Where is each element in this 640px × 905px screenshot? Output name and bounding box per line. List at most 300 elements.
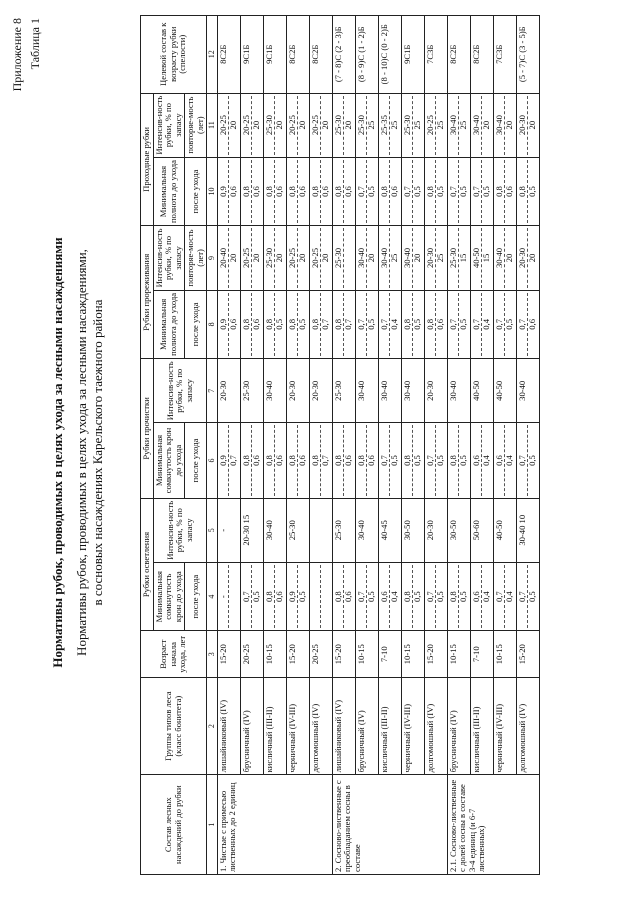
- prohod-intensity-value: 20: [297, 120, 307, 130]
- prored-density: [424, 290, 447, 359]
- prored-density-value: 0,7: [449, 293, 460, 357]
- osv-closeness-value: 0,5: [435, 591, 445, 603]
- proch-closeness-value: 0,5: [412, 455, 422, 466]
- osv-closeness-value: 0,5: [297, 591, 307, 603]
- proch-closeness: [355, 423, 378, 498]
- prored-density-value: 0,6: [435, 319, 445, 330]
- proch-intensity: 20-30: [286, 359, 309, 423]
- prored-intensity-value: 20: [527, 253, 537, 263]
- proch-closeness: [401, 423, 424, 498]
- proch-closeness: [332, 423, 355, 498]
- prohod-intensity-value: 20: [481, 120, 491, 130]
- column-number: 7: [207, 359, 218, 423]
- header-composition: Состав лесных насаждений до рубки: [141, 775, 207, 875]
- prored-density-value: 0,5: [458, 319, 468, 330]
- proch-closeness-value: 0,6: [472, 425, 483, 495]
- proch-intensity: 25-30: [332, 359, 355, 423]
- proch-closeness-value: 0,8: [265, 425, 276, 495]
- start-age: 15-20: [332, 631, 355, 677]
- osv-intensity: 30-50: [447, 498, 470, 562]
- osv-closeness: [378, 562, 401, 631]
- prored-density: [378, 290, 401, 359]
- forest-type: черничный (IV-III): [286, 677, 309, 774]
- prored-density-value: 0,4: [389, 319, 399, 330]
- prored-density: [493, 290, 516, 359]
- start-age: 15-20: [424, 631, 447, 677]
- column-number: 5: [207, 498, 218, 562]
- proch-closeness: [516, 423, 539, 498]
- osv-intensity: 30-50: [401, 498, 424, 562]
- forest-type: брусничный (IV): [447, 677, 470, 774]
- table-row: [470, 16, 493, 875]
- prored-intensity-value: 20-40: [219, 228, 230, 287]
- osv-closeness-value: [321, 565, 331, 629]
- prored-density-value: 0,7: [518, 293, 529, 357]
- prohod-intensity-value: 20-25: [242, 96, 253, 155]
- prohod-intensity-value: 25-30: [403, 96, 414, 155]
- osv-intensity: -: [217, 498, 240, 562]
- column-number: 1: [207, 775, 218, 875]
- proch-closeness-value: 0,7: [228, 455, 238, 466]
- prohod-intensity-value: 20: [320, 120, 330, 130]
- prohod-density-value: 0,8: [426, 160, 437, 224]
- table-row: [240, 16, 263, 875]
- proch-closeness-value: 0,8: [449, 425, 460, 495]
- target-composition: 9С1Б: [263, 16, 286, 94]
- table-row: [217, 16, 240, 875]
- prohod-density-value: 0,8: [518, 160, 529, 224]
- group-name: 2. Сосново-лиственные с преобладанием сосны в составе: [332, 775, 447, 875]
- prored-density: [447, 290, 470, 359]
- osv-intensity: 50-60: [470, 498, 493, 562]
- prohod-intensity-value: 20: [251, 120, 261, 130]
- start-age: 7-10: [378, 631, 401, 677]
- prored-density-value: 0,5: [504, 319, 514, 330]
- prored-density-value: 0,5: [366, 319, 376, 330]
- prohod-density: [447, 157, 470, 226]
- prored-density-value: 0,9: [219, 293, 230, 357]
- proch-closeness-value: 0,5: [458, 455, 468, 466]
- prohod-density-value: 0,7: [449, 160, 460, 224]
- prored-density: [240, 290, 263, 359]
- prored-density-value: 0,4: [481, 319, 491, 330]
- prored-intensity-value: 15: [458, 253, 468, 263]
- prored-density-value: 0,7: [380, 293, 391, 357]
- proch-closeness-value: 0,6: [343, 455, 353, 466]
- proch-closeness-value: 0,4: [504, 455, 514, 466]
- prohod-density-value: 0,9: [219, 160, 230, 224]
- proch-closeness-value: 0,7: [426, 425, 437, 495]
- header-start-age: Возраст начала ухода, лет: [141, 631, 207, 677]
- sub-title-line: в сосновых насаждениях Карельского таежного района: [90, 299, 105, 606]
- target-composition: 7С3Б: [424, 16, 447, 94]
- prored-density-value: 0,8: [403, 293, 414, 357]
- prored-intensity-value: 20-30: [426, 228, 437, 287]
- prohod-intensity-value: 20: [228, 120, 238, 130]
- prored-intensity-value: 20: [412, 253, 422, 263]
- column-number: 4: [207, 562, 218, 631]
- prohod-intensity: [447, 93, 470, 157]
- prohod-intensity-value: 25: [435, 120, 445, 130]
- header-prochistka: Рубки прочистки: [141, 359, 154, 498]
- prored-intensity-value: 25-30: [449, 228, 460, 287]
- osv-intensity: 30-40: [263, 498, 286, 562]
- osv-closeness: [309, 562, 332, 631]
- osv-closeness-value: 0,4: [504, 591, 514, 603]
- prohod-intensity-value: 20: [504, 120, 514, 130]
- prohod-intensity: [401, 93, 424, 157]
- header-repeat: повторяе-мость (лет): [185, 226, 207, 290]
- prored-density-value: 0,8: [334, 293, 345, 357]
- proch-closeness: [447, 423, 470, 498]
- proch-intensity: 25-30: [240, 359, 263, 423]
- start-age: 15-20: [217, 631, 240, 677]
- start-age: 10-15: [447, 631, 470, 677]
- prohod-density-value: 0,7: [357, 160, 368, 224]
- osv-closeness-value: 0,9: [288, 565, 299, 629]
- header-prorezhivanie: Рубки прореживания: [141, 226, 154, 359]
- prored-intensity: [332, 226, 355, 290]
- prohod-density: [378, 157, 401, 226]
- osv-closeness: [424, 562, 447, 631]
- prohod-density-value: 0,6: [504, 186, 514, 197]
- osv-intensity: 20-30 15: [240, 498, 263, 562]
- prohod-intensity: [493, 93, 516, 157]
- prored-intensity: [447, 226, 470, 290]
- forest-type: долгомошный (IV): [424, 677, 447, 774]
- proch-closeness-value: 0,5: [389, 455, 399, 466]
- start-age: 10-15: [355, 631, 378, 677]
- prohod-intensity-value: 25: [458, 120, 468, 130]
- target-composition: 9С1Б: [401, 16, 424, 94]
- proch-intensity: 30-40: [516, 359, 539, 423]
- prored-density-value: 0,8: [288, 293, 299, 357]
- column-number: 2: [207, 677, 218, 774]
- prohod-intensity-value: 20-25: [311, 96, 322, 155]
- proch-intensity: 30-40: [355, 359, 378, 423]
- header-intensity: Интенсив-ность рубки, % по запасу: [153, 226, 185, 290]
- proch-closeness-value: 0,5: [527, 455, 537, 466]
- prohod-intensity: [355, 93, 378, 157]
- prored-density: [355, 290, 378, 359]
- prored-intensity: [493, 226, 516, 290]
- table-row: [378, 16, 401, 875]
- prored-intensity-value: 30-40: [403, 228, 414, 287]
- proch-closeness-value: 0,8: [357, 425, 368, 495]
- osv-closeness-value: 0,8: [403, 565, 414, 629]
- prohod-intensity-value: 20: [527, 120, 537, 130]
- forest-type: кисличный (III-II): [378, 677, 401, 774]
- osv-closeness-value: 0,5: [366, 591, 376, 603]
- prohod-density-value: 0,6: [389, 186, 399, 197]
- proch-closeness-value: 0,8: [403, 425, 414, 495]
- header-min-closeness: Минимальная сомкнутость крон до ухода: [153, 562, 185, 631]
- proch-closeness-value: 0,8: [334, 425, 345, 495]
- prohod-density-value: 0,5: [435, 186, 445, 197]
- prohod-density: [470, 157, 493, 226]
- table-row: [447, 16, 470, 875]
- prored-intensity-value: 20-25: [242, 228, 253, 287]
- prored-intensity-value: 30-40: [357, 228, 368, 287]
- header-osvetlenie: Рубки осветления: [141, 498, 154, 631]
- column-number: 3: [207, 631, 218, 677]
- start-age: 20-25: [240, 631, 263, 677]
- start-age: 15-20: [286, 631, 309, 677]
- prohod-intensity-value: 30-40: [449, 96, 460, 155]
- osv-closeness-value: 0,6: [274, 591, 284, 603]
- prohod-intensity-value: 25-35: [380, 96, 391, 155]
- appendix-label: Приложение 8: [10, 18, 24, 92]
- prohod-density-value: 0,8: [495, 160, 506, 224]
- osv-intensity: 40-45: [378, 498, 401, 562]
- osv-closeness: [516, 562, 539, 631]
- prohod-intensity-value: 25: [389, 120, 399, 130]
- prohod-density: [493, 157, 516, 226]
- header-forest-type: Группы типов леса (класс бонитета): [141, 677, 207, 774]
- prored-intensity: [424, 226, 447, 290]
- target-composition: (7 - 8)С (2 - 3)Б: [332, 16, 355, 94]
- prohod-density-value: 0,8: [288, 160, 299, 224]
- prored-intensity-value: 20-25: [288, 228, 299, 287]
- osv-closeness: [332, 562, 355, 631]
- start-age: 10-15: [493, 631, 516, 677]
- column-number: 6: [207, 423, 218, 498]
- prored-density: [217, 290, 240, 359]
- prohod-intensity-value: 20-25: [288, 96, 299, 155]
- osv-closeness-value: 0,8: [265, 565, 276, 629]
- prohod-density-value: 0,6: [274, 186, 284, 197]
- header-after: после ухода: [185, 290, 207, 359]
- osv-intensity: 25-30: [286, 498, 309, 562]
- prohod-intensity-value: 20: [274, 120, 284, 130]
- table-label: Таблица 1: [28, 18, 42, 70]
- prohod-density-value: 0,6: [251, 186, 261, 197]
- proch-closeness: [263, 423, 286, 498]
- target-composition: (8 - 9)С (1 - 2)Б: [355, 16, 378, 94]
- sub-title-line: Нормативы рубок, проводимых в целях ухода за лесными насаждениями,: [74, 249, 89, 656]
- prored-density: [401, 290, 424, 359]
- target-composition: 8С2Б: [217, 16, 240, 94]
- prohod-density-value: 0,6: [343, 186, 353, 197]
- proch-closeness: [470, 423, 493, 498]
- prohod-intensity: [286, 93, 309, 157]
- prohod-density: [217, 157, 240, 226]
- table-row: [355, 16, 378, 875]
- proch-closeness: [493, 423, 516, 498]
- header-min-density: Минимальная полнота до ухода: [153, 157, 185, 226]
- prohod-intensity: [240, 93, 263, 157]
- proch-intensity: 20-30: [217, 359, 240, 423]
- proch-closeness-value: 0,6: [495, 425, 506, 495]
- header-min-density: Минимальная полнота до ухода: [153, 290, 185, 359]
- group-name: 2.1. Сосново-лиственные с долей сосны в составе 3-4 единиц (и 6-7 лиственных): [447, 775, 539, 875]
- prohod-intensity: [424, 93, 447, 157]
- proch-intensity: 30-40: [401, 359, 424, 423]
- osv-closeness: [470, 562, 493, 631]
- prohod-density-value: 0,6: [228, 186, 238, 197]
- prored-density-value: 0,8: [426, 293, 437, 357]
- prohod-density-value: 0,5: [527, 186, 537, 197]
- start-age: 10-15: [401, 631, 424, 677]
- prored-intensity: [378, 226, 401, 290]
- prohod-density: [516, 157, 539, 226]
- prored-intensity: [516, 226, 539, 290]
- proch-closeness-value: 0,7: [320, 455, 330, 466]
- osv-closeness: [355, 562, 378, 631]
- osv-closeness-value: 0,7: [426, 565, 437, 629]
- proch-intensity: 40-50: [493, 359, 516, 423]
- osv-intensity: 25-30: [332, 498, 355, 562]
- prored-intensity-value: 20-30: [518, 228, 529, 287]
- header-prohodnye: Проходные рубки: [141, 93, 154, 226]
- osv-closeness: [217, 562, 240, 631]
- prored-intensity: [470, 226, 493, 290]
- osv-closeness-value: 0,6: [380, 565, 391, 629]
- proch-closeness-value: 0,7: [518, 425, 529, 495]
- osv-closeness-value: 0,7: [242, 565, 253, 629]
- prohod-intensity: [378, 93, 401, 157]
- osv-intensity: 20-30: [424, 498, 447, 562]
- target-composition: 8С2Б: [286, 16, 309, 94]
- prohod-density-value: 0,8: [334, 160, 345, 224]
- start-age: 10-15: [263, 631, 286, 677]
- prored-intensity-value: 25: [435, 253, 445, 263]
- proch-closeness-value: 0,8: [288, 425, 299, 495]
- proch-intensity: 40-50: [470, 359, 493, 423]
- header-intensity: Интенсив-ность рубки, % по запасу: [153, 93, 185, 157]
- forest-type: долгомошный (IV): [309, 677, 332, 774]
- prored-density: [516, 290, 539, 359]
- osv-closeness: [240, 562, 263, 631]
- forest-type: черничный (IV-III): [401, 677, 424, 774]
- proch-closeness: [240, 423, 263, 498]
- proch-closeness-value: 0,8: [242, 425, 253, 495]
- prored-intensity: [217, 226, 240, 290]
- prored-density-value: 0,8: [265, 293, 276, 357]
- prohod-density-value: 0,8: [311, 160, 322, 224]
- prored-density-value: 0,7: [357, 293, 368, 357]
- start-age: 20-25: [309, 631, 332, 677]
- prohod-intensity: [516, 93, 539, 157]
- prored-intensity-value: 25-30: [265, 228, 276, 287]
- proch-intensity: 30-40: [263, 359, 286, 423]
- prored-density-value: 0,8: [242, 293, 253, 357]
- header-target: Целевой состав к возрасту рубки (спелости): [141, 16, 207, 94]
- prored-intensity: [263, 226, 286, 290]
- prohod-density: [263, 157, 286, 226]
- proch-closeness-value: 0,4: [481, 455, 491, 466]
- prored-intensity-value: 40-50: [472, 228, 483, 287]
- prored-density-value: 0,8: [311, 293, 322, 357]
- prohod-density-value: 0,8: [380, 160, 391, 224]
- target-composition: 9С1Б: [240, 16, 263, 94]
- target-composition: 8С2Б: [470, 16, 493, 94]
- table-row: [493, 16, 516, 875]
- osv-closeness: [401, 562, 424, 631]
- column-number: 9: [207, 226, 218, 290]
- forest-type: долгомошный (IV): [516, 677, 539, 774]
- header-intensity: Интенсив-ность рубки, % по запасу: [153, 498, 207, 562]
- prored-density: [332, 290, 355, 359]
- prohod-density: [424, 157, 447, 226]
- table-body: [217, 16, 539, 875]
- osv-closeness-value: 0,8: [449, 565, 460, 629]
- proch-intensity: 30-40: [447, 359, 470, 423]
- proch-closeness-value: 0,6: [274, 455, 284, 466]
- osv-closeness-value: 0,7: [357, 565, 368, 629]
- prohod-density: [240, 157, 263, 226]
- prored-density-value: 0,5: [297, 319, 307, 330]
- prored-intensity: [286, 226, 309, 290]
- osv-closeness-value: [229, 565, 239, 629]
- prohod-intensity-value: 20-30: [518, 96, 529, 155]
- osv-intensity: [309, 498, 332, 562]
- column-number: 11: [207, 93, 218, 157]
- proch-closeness: [309, 423, 332, 498]
- proch-closeness-value: 0,5: [435, 455, 445, 466]
- prored-density: [286, 290, 309, 359]
- header-after: после ухода: [185, 423, 207, 498]
- prored-density-value: 0,6: [251, 319, 261, 330]
- prored-intensity: [240, 226, 263, 290]
- header-after: после ухода: [185, 562, 207, 631]
- osv-closeness: [493, 562, 516, 631]
- proch-closeness-value: 0,8: [311, 425, 322, 495]
- table-row: [516, 16, 539, 875]
- prored-density-value: 0,5: [412, 319, 422, 330]
- prohod-intensity-value: 25: [412, 120, 422, 130]
- prored-intensity-value: [344, 228, 354, 287]
- forest-type: лишайниковый (IV): [217, 677, 240, 774]
- column-number: 10: [207, 157, 218, 226]
- header-after: после ухода: [185, 157, 207, 226]
- column-number: 8: [207, 290, 218, 359]
- prohod-density: [355, 157, 378, 226]
- forest-type: кисличный (III-II): [263, 677, 286, 774]
- start-age: 7-10: [470, 631, 493, 677]
- prohod-density: [332, 157, 355, 226]
- prohod-density-value: 0,5: [458, 186, 468, 197]
- prored-intensity-value: 25-30: [334, 228, 345, 287]
- prohod-density-value: 0,6: [297, 186, 307, 197]
- osv-closeness: [447, 562, 470, 631]
- start-age: 15-20: [516, 631, 539, 677]
- osv-intensity: 40-50: [493, 498, 516, 562]
- prohod-density: [401, 157, 424, 226]
- prored-density: [309, 290, 332, 359]
- proch-closeness-value: 0,6: [366, 455, 376, 466]
- osv-closeness-value: 0,5: [251, 591, 261, 603]
- prored-intensity: [355, 226, 378, 290]
- osv-closeness-value: -: [219, 565, 230, 629]
- osv-closeness-value: 0,4: [389, 591, 399, 603]
- osv-closeness-value: 0,6: [472, 565, 483, 629]
- proch-closeness-value: 0,9: [219, 425, 230, 495]
- header-min-closeness: Минимальная сомкнутость крон до ухода: [153, 423, 185, 498]
- header-intensity: Интенсив-ность рубки, % по запасу: [153, 359, 207, 423]
- prored-intensity-value: 20: [274, 253, 284, 263]
- target-composition: 8С2Б: [447, 16, 470, 94]
- prored-intensity-value: 20: [366, 253, 376, 263]
- target-composition: 8С2Б: [309, 16, 332, 94]
- proch-intensity: 30-40: [378, 359, 401, 423]
- prored-intensity-value: 30-40: [380, 228, 391, 287]
- forest-type: лишайниковый (IV): [332, 677, 355, 774]
- proch-closeness-value: 0,6: [297, 455, 307, 466]
- prohod-intensity-value: 25-30: [265, 96, 276, 155]
- osv-closeness-value: 0,4: [481, 591, 491, 603]
- osv-closeness-value: 0,8: [334, 565, 345, 629]
